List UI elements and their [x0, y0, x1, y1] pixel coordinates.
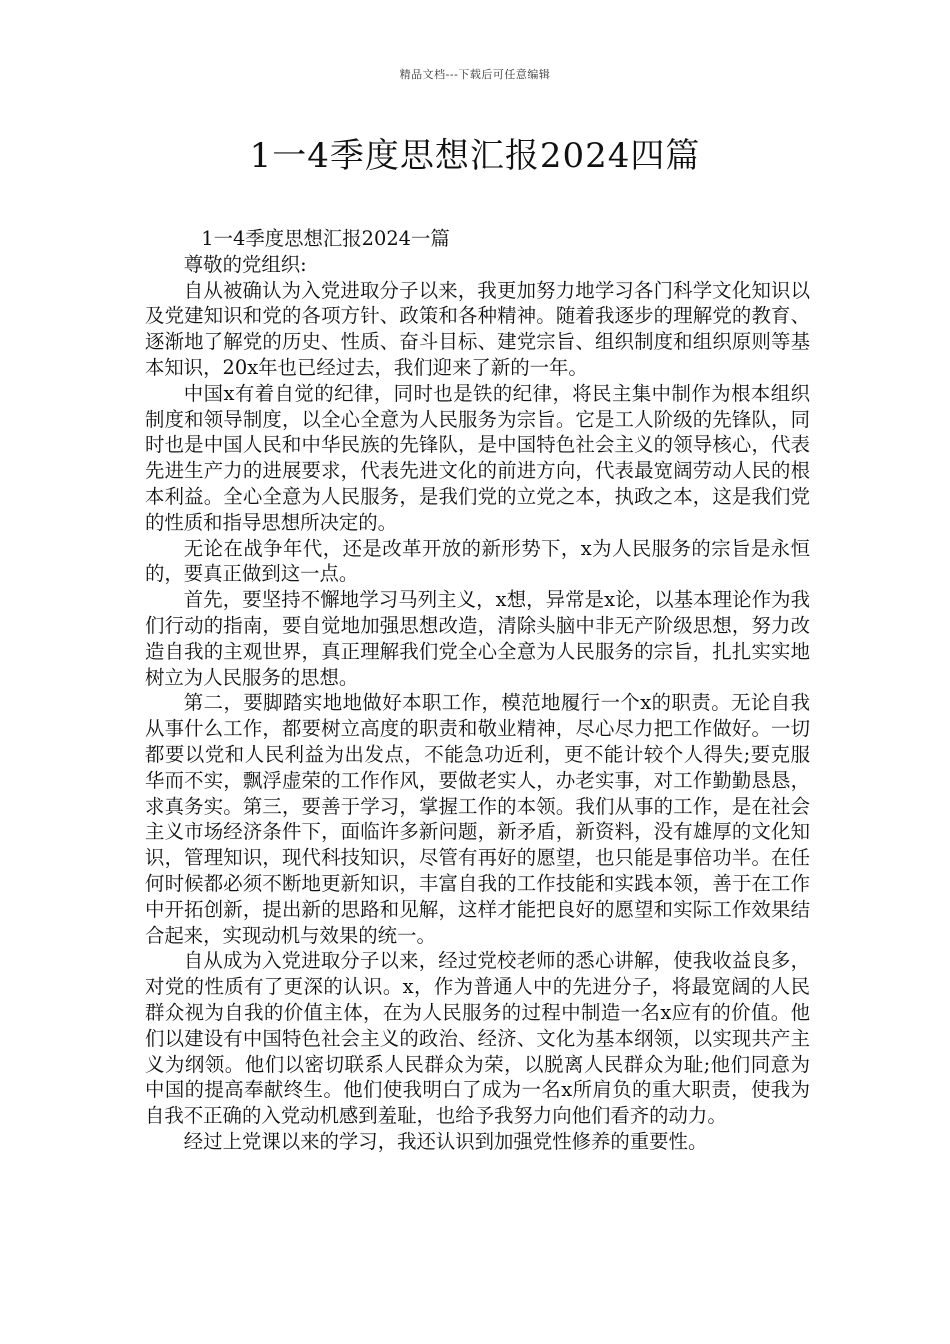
paragraph: 中国x有着自觉的纪律，同时也是铁的纪律，将民主集中制作为根本组织制度和领导制度，以全心全意为人民服务为宗旨。它是工人阶级的先锋队，同时也是中国人民和中华民族的先锋队，是中国特色社会主义的领导核心，代表先进生产力的进展要求，代表先进文化的前进方向，代表最宽阔劳动人民的根本利益。全心全意为人民服务，是我们党的立党之本，执政之本，这是我们党的性质和指导思想所决定的。 — [145, 381, 810, 534]
paragraph: 首先，要坚持不懈地学习马列主义，x想，异常是x论，以基本理论作为我们行动的指南，要自觉地加强思想改造，清除头脑中非无产阶级思想，努力改造自我的主观世界，真正理解我们党全心全意为人民服务的宗旨，扎扎实实地树立为人民服务的思想。 — [145, 588, 810, 689]
header-note: 精品文档---下载后可任意编辑 — [399, 68, 551, 81]
document-title: 1一4季度思想汇报2024四篇 — [249, 136, 701, 176]
paragraph: 无论在战争年代，还是改革开放的新形势下，x为人民服务的宗旨是永恒的，要真正做到这一点。 — [145, 536, 810, 586]
document-body — [145, 226, 810, 1155]
salutation: 尊敬的党组织: — [183, 252, 307, 276]
paragraph: 自从被确认为入党进取分子以来，我更加努力地学习各门科学文化知识以及党建知识和党的各项方针、政策和各种精神。随着我逐步的理解党的教育、逐渐地了解党的历史、性质、奋斗目标、建党宗旨、组织制度和组织原则等基本知识，20x年也已经过去，我们迎来了新的一年。 — [145, 278, 810, 379]
section-heading: 1一4季度思想汇报2024一篇 — [201, 227, 450, 250]
paragraph: 自从成为入党进取分子以来，经过党校老师的悉心讲解，使我收益良多，对党的性质有了更深的认识。x，作为普通人中的先进分子，将最宽阔的人民群众视为自我的价值主体，在为人民服务的过程中制造一名x应有的价值。他们以建设有中国特色社会主义的政治、经济、文化为基本纲领，以实现共产主义为纲领。他们以密切联系人民群众为荣，以脱离人民群众为耻;他们同意为中国的提高奉献终生。他们使我明白了成为一名x所肩负的重大职责，使我为自我不正确的入党动机感到羞耻，也给予我努力向他们看齐的动力。 — [145, 949, 810, 1128]
paragraph: 第二，要脚踏实地地做好本职工作，模范地履行一个x的职责。无论自我从事什么工作，都要树立高度的职责和敬业精神，尽心尽力把工作做好。一切都要以党和人民利益为出发点，不能急功近利，更不能计较个人得失;要克服华而不实，飘浮虚荣的工作作风，要做老实人，办老实事，对工作勤勤恳恳，求真务实。第三，要善于学习，掌握工作的本领。我们从事的工作，是在社会主义市场经济条件下，面临许多新问题，新矛盾，新资料，没有雄厚的文化知识，管理知识，现代科技知识，尽管有再好的愿望，也只能是事倍功半。在任何时候都必须不断地更新知识，丰富自我的工作技能和实践本领，善于在工作中开拓创新，提出新的思路和见解，这样才能把良好的愿望和实际工作效果结合起来，实现动机与效果的统一。 — [145, 691, 810, 947]
paragraph: 经过上党课以来的学习，我还认识到加强党性修养的重要性。 — [183, 1129, 708, 1153]
